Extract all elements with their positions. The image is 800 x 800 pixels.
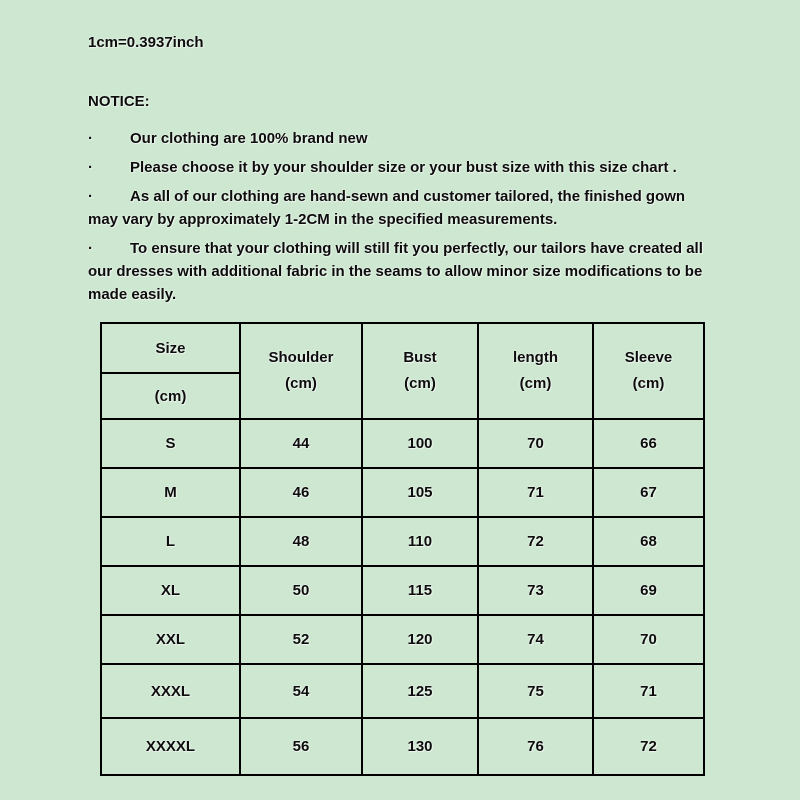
size-cell: XXXXL bbox=[101, 718, 240, 775]
bust-cell: 115 bbox=[362, 566, 478, 615]
size-chart-header bbox=[101, 323, 704, 419]
length-cell: 74 bbox=[478, 615, 593, 664]
shoulder-cell: 50 bbox=[240, 566, 362, 615]
table-row-l bbox=[101, 517, 704, 566]
sleeve-cell: 67 bbox=[593, 468, 704, 517]
shoulder-cell: 52 bbox=[240, 615, 362, 664]
table-row-xxl bbox=[101, 615, 704, 664]
sleeve-cell: 71 bbox=[593, 664, 704, 718]
size-cell: XXL bbox=[101, 615, 240, 664]
table-row-xxxxl bbox=[101, 718, 704, 775]
notice-item-brand-new bbox=[88, 127, 716, 150]
header-shoulder-label: Shoulder bbox=[268, 349, 334, 366]
length-cell: 72 bbox=[478, 517, 593, 566]
header-length-label: length bbox=[513, 349, 558, 366]
size-cell: XL bbox=[101, 566, 240, 615]
header-sleeve-unit: (cm) bbox=[632, 375, 665, 392]
sleeve-cell: 66 bbox=[593, 419, 704, 468]
notice-item-hand-sewn bbox=[88, 185, 716, 231]
header-row-top bbox=[101, 323, 704, 373]
cm-to-inch-conversion-note: 1cm=0.3937inch bbox=[88, 34, 204, 51]
shoulder-cell: 44 bbox=[240, 419, 362, 468]
table-row-s bbox=[101, 419, 704, 468]
header-shoulder bbox=[240, 323, 362, 419]
size-chart-body bbox=[101, 419, 704, 775]
bust-cell: 105 bbox=[362, 468, 478, 517]
size-chart-table bbox=[100, 322, 705, 776]
header-bust bbox=[362, 323, 478, 419]
bust-cell: 125 bbox=[362, 664, 478, 718]
bullet-dot: · bbox=[88, 130, 93, 147]
sleeve-cell: 68 bbox=[593, 517, 704, 566]
size-cell: M bbox=[101, 468, 240, 517]
header-size-label: Size bbox=[101, 323, 240, 373]
shoulder-cell: 46 bbox=[240, 468, 362, 517]
length-cell: 71 bbox=[478, 468, 593, 517]
header-bust-unit: (cm) bbox=[404, 375, 436, 392]
shoulder-cell: 48 bbox=[240, 517, 362, 566]
notice-item-seam-allowance bbox=[88, 237, 716, 306]
notice-section bbox=[88, 90, 716, 312]
bust-cell: 100 bbox=[362, 419, 478, 468]
table-row-xxxl bbox=[101, 664, 704, 718]
sleeve-cell: 69 bbox=[593, 566, 704, 615]
shoulder-cell: 54 bbox=[240, 664, 362, 718]
bust-cell: 120 bbox=[362, 615, 478, 664]
size-chart-table-container bbox=[100, 322, 705, 776]
notice-text: As all of our clothing are hand-sewn and customer tailored, the finished gown may vary by approximately 1-2CM in the specified measurements. bbox=[88, 188, 686, 228]
table-row-xl bbox=[101, 566, 704, 615]
header-length bbox=[478, 323, 593, 419]
length-cell: 70 bbox=[478, 419, 593, 468]
header-sleeve-label: Sleeve bbox=[624, 349, 673, 366]
table-row-m bbox=[101, 468, 704, 517]
notice-text: Our clothing are 100% brand new bbox=[130, 130, 368, 147]
sleeve-cell: 72 bbox=[593, 718, 704, 775]
sleeve-cell: 70 bbox=[593, 615, 704, 664]
bust-cell: 130 bbox=[362, 718, 478, 775]
size-cell: L bbox=[101, 517, 240, 566]
bullet-dot: · bbox=[88, 188, 93, 205]
length-cell: 76 bbox=[478, 718, 593, 775]
header-bust-label: Bust bbox=[403, 349, 437, 366]
header-size-unit: (cm) bbox=[101, 373, 240, 419]
shoulder-cell: 56 bbox=[240, 718, 362, 775]
length-cell: 73 bbox=[478, 566, 593, 615]
size-cell: XXXL bbox=[101, 664, 240, 718]
length-cell: 75 bbox=[478, 664, 593, 718]
notice-heading: NOTICE: bbox=[88, 93, 150, 110]
size-cell: S bbox=[101, 419, 240, 468]
notice-text: Please choose it by your shoulder size or your bust size with this size chart . bbox=[130, 159, 677, 176]
header-shoulder-unit: (cm) bbox=[285, 375, 317, 392]
header-length-unit: (cm) bbox=[519, 375, 552, 392]
bust-cell: 110 bbox=[362, 517, 478, 566]
header-sleeve bbox=[593, 323, 704, 419]
notice-item-choose-size bbox=[88, 156, 716, 179]
notice-text: To ensure that your clothing will still fit you perfectly, our tailors have created all our dresses with additional fabric in the seams to allow minor size modifications to be made easily. bbox=[88, 240, 703, 303]
bullet-dot: · bbox=[88, 240, 93, 257]
bullet-dot: · bbox=[88, 159, 93, 176]
